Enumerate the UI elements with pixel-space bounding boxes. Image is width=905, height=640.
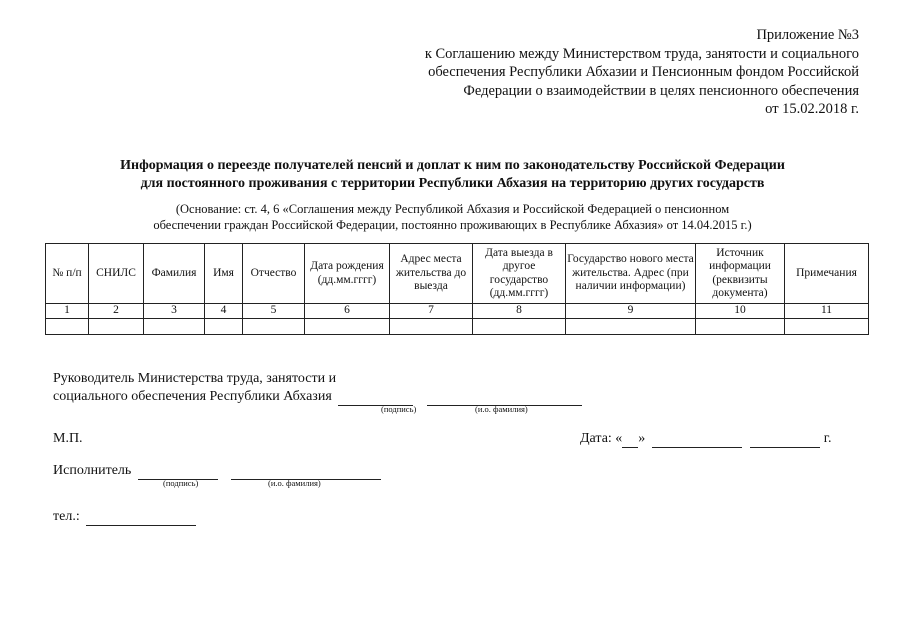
col-header-patronymic: Отчество <box>243 244 305 304</box>
basis-line: обеспечении граждан Российской Федерации, постоянно проживающих в Республике Абхазия» от 14.04.2015 г.) <box>153 218 752 232</box>
empty-cell <box>46 319 89 335</box>
empty-cell <box>696 319 785 335</box>
col-header-birthdate: Дата рождения (дд.мм.гггг) <box>305 244 390 304</box>
col-number: 8 <box>473 304 566 319</box>
col-header-address: Адрес места жительства до выезда <box>390 244 473 304</box>
col-number: 1 <box>46 304 89 319</box>
head-name-caption: (и.о. фамилия) <box>475 404 528 414</box>
col-number: 5 <box>243 304 305 319</box>
empty-data-row <box>46 319 869 335</box>
head-signature-block <box>53 370 582 406</box>
col-header-notes: Примечания <box>785 244 869 304</box>
col-number: 6 <box>305 304 390 319</box>
appendix-header <box>425 26 859 119</box>
title-line: для постоянного проживания с территории Республики Абхазия на территорию других государств <box>140 176 765 191</box>
col-number: 3 <box>144 304 205 319</box>
appendix-number: Приложение №3 <box>756 27 859 43</box>
empty-cell <box>566 319 696 335</box>
empty-cell <box>243 319 305 335</box>
col-number: 7 <box>390 304 473 319</box>
date-month-line <box>652 433 742 448</box>
header-row <box>46 244 869 304</box>
col-header-name: Имя <box>205 244 243 304</box>
empty-cell <box>390 319 473 335</box>
empty-cell <box>89 319 144 335</box>
head-title-line: Руководитель Министерства труда, занятости и <box>53 371 337 386</box>
appendix-line: к Соглашению между Министерством труда, занятости и социального <box>424 45 859 62</box>
empty-cell <box>473 319 566 335</box>
empty-cell <box>205 319 243 335</box>
date-day-line <box>622 433 638 448</box>
appendix-date: от 15.02.2018 г. <box>765 101 859 117</box>
stamp-label: М.П. <box>53 431 83 446</box>
appendix-line: Федерации о взаимодействии в целях пенсионного обеспечения <box>463 82 859 99</box>
col-header-surname: Фамилия <box>144 244 205 304</box>
phone-line <box>86 511 196 526</box>
column-number-row <box>46 304 869 319</box>
executor-name-caption: (и.о. фамилия) <box>268 478 321 488</box>
date-year-suffix: г. <box>823 431 832 446</box>
head-signature-caption: (подпись) <box>381 404 417 414</box>
col-header-number: № п/п <box>46 244 89 304</box>
date-field <box>580 430 831 448</box>
col-header-source: Источник информации (реквизиты документа) <box>696 244 785 304</box>
basis-note <box>0 201 905 233</box>
executor-label: Исполнитель <box>53 463 132 478</box>
empty-cell <box>305 319 390 335</box>
col-number: 11 <box>785 304 869 319</box>
empty-cell <box>785 319 869 335</box>
col-number: 4 <box>205 304 243 319</box>
document-title <box>0 157 905 193</box>
col-number: 9 <box>566 304 696 319</box>
basis-line: (Основание: ст. 4, 6 «Соглашения между Республикой Абхазия и Российской Федерацией о пенсионном <box>175 202 730 216</box>
executor-block <box>53 462 381 480</box>
date-quote: » <box>638 431 646 446</box>
date-label: Дата: « <box>580 431 623 446</box>
title-line: Информация о переезде получателей пенсий и доплат к ним по законодательству Российской Федерации <box>120 158 785 173</box>
head-title-line: социального обеспечения Республики Абхазия <box>53 389 332 404</box>
date-year-line <box>750 433 820 448</box>
executor-signature-caption: (подпись) <box>163 478 199 488</box>
appendix-line: обеспечения Республики Абхазии и Пенсионным фондом Российской <box>428 64 859 80</box>
col-number: 2 <box>89 304 144 319</box>
phone-label: тел.: <box>53 509 80 524</box>
col-header-new-country: Государство нового места жительства. Адрес (при наличии информации) <box>566 244 696 304</box>
col-number: 10 <box>696 304 785 319</box>
col-header-departure-date: Дата выезда в другое государство (дд.мм.гггг) <box>473 244 566 304</box>
col-header-snils: СНИЛС <box>89 244 144 304</box>
phone-field <box>53 508 196 526</box>
info-table <box>45 243 869 335</box>
empty-cell <box>144 319 205 335</box>
